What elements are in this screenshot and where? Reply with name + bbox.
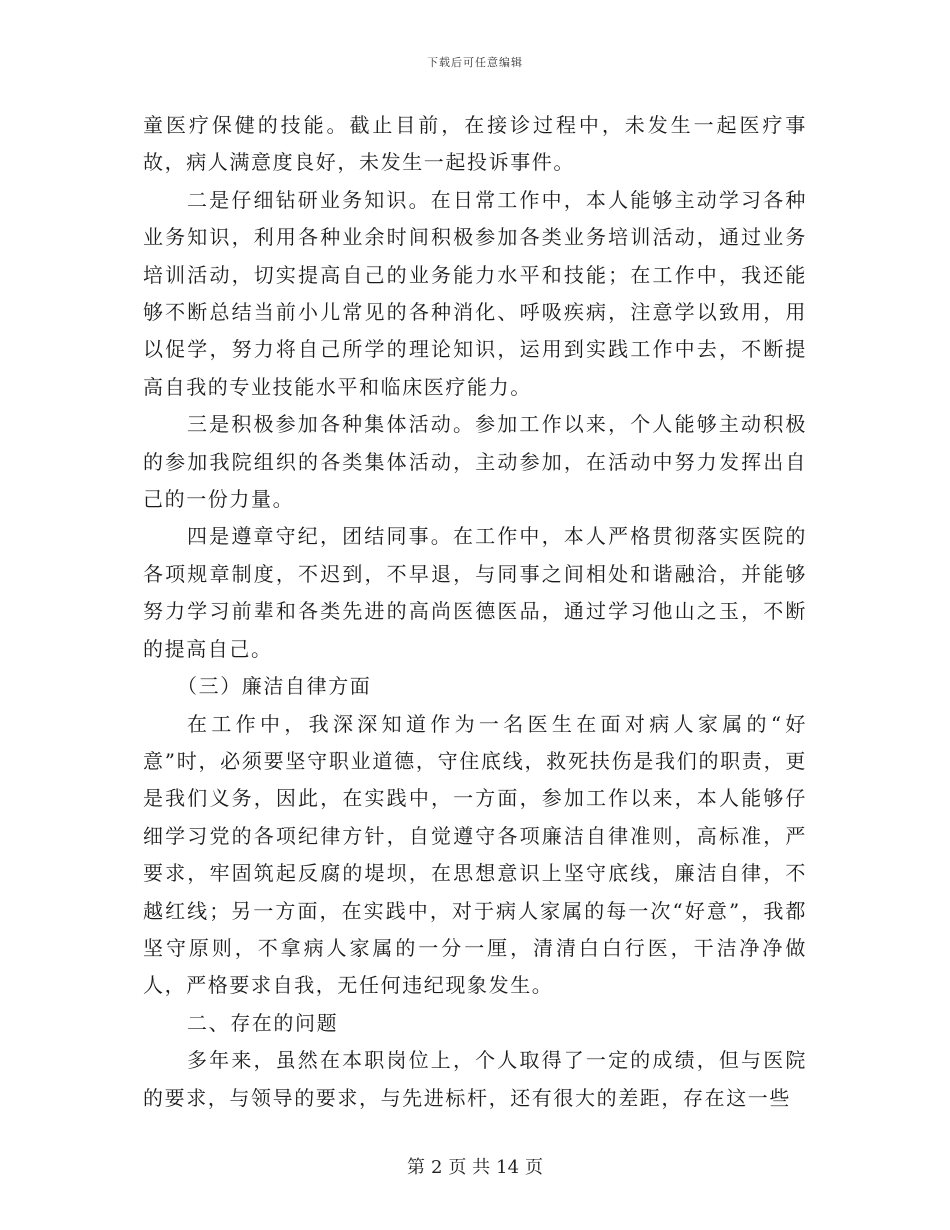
paragraph-study-knowledge: 二是仔细钻研业务知识。在日常工作中，本人能够主动学习各种业务知识，利用各种业余时间积极参加各类业务培训活动，通过业务培训活动，切实提高自己的业务能力水平和技能；在工作中，我还能够不断总结当前小儿常见的各种消化、呼吸疾病，注意学以致用，用以促学，努力将自己所学的理论知识，运用到实践工作中去，不断提高自我的专业技能水平和临床医疗能力。 <box>143 187 807 399</box>
section-heading-problems: 二、存在的问题 <box>187 1010 339 1035</box>
footer-suffix: 页 <box>525 1157 544 1178</box>
paragraph-problems: 多年来，虽然在本职岗位上，个人取得了一定的成绩，但与医院的要求，与领导的要求，与先进标杆，还有很大的差距，存在这一些 <box>143 1048 807 1110</box>
paragraph-discipline: 四是遵章守纪，团结同事。在工作中，本人严格贯彻落实医院的各项规章制度，不迟到，不早退，与同事之间相处和谐融洽，并能够努力学习前辈和各类先进的高尚医德医品，通过学习他山之玉，不断的提高自己。 <box>143 524 807 661</box>
paragraph-integrity: 在工作中，我深深知道作为一名医生在面对病人家属的“好意”时，必须要坚守职业道德，守住底线，救死扶伤是我们的职责，更是我们义务，因此，在实践中，一方面，参加工作以来，本人能够仔细学习党的各项纪律方针，自觉遵守各项廉洁自律准则，高标准，严要求，牢固筑起反腐的堤坝，在思想意识上坚守底线，廉洁自律，不越红线；另一方面，在实践中，对于病人家属的每一次“好意”，我都坚守原则，不拿病人家属的一分一厘，清清白白行医，干洁净净做人，严格要求自我，无任何违纪现象发生。 <box>143 711 807 998</box>
footer-page-number: 2 <box>430 1157 443 1178</box>
paragraph-collective-activities: 三是积极参加各种集体活动。参加工作以来，个人能够主动积极的参加我院组织的各类集体活动，主动参加，在活动中努力发挥出自己的一份力量。 <box>143 412 807 512</box>
footer-total-pages: 14 <box>496 1157 520 1178</box>
footer-middle: 页 共 <box>448 1157 491 1178</box>
section-heading-integrity: （三）廉洁自律方面 <box>177 674 372 699</box>
paragraph-continuation: 童医疗保健的技能。截止目前，在接诊过程中，未发生一起医疗事故，病人满意度良好，未发生一起投诉事件。 <box>143 113 807 175</box>
page-footer <box>0 1153 950 1179</box>
footer-prefix: 第 <box>406 1157 425 1178</box>
document-body <box>143 107 807 1117</box>
header-note: 下载后可任意编辑 <box>427 56 523 69</box>
